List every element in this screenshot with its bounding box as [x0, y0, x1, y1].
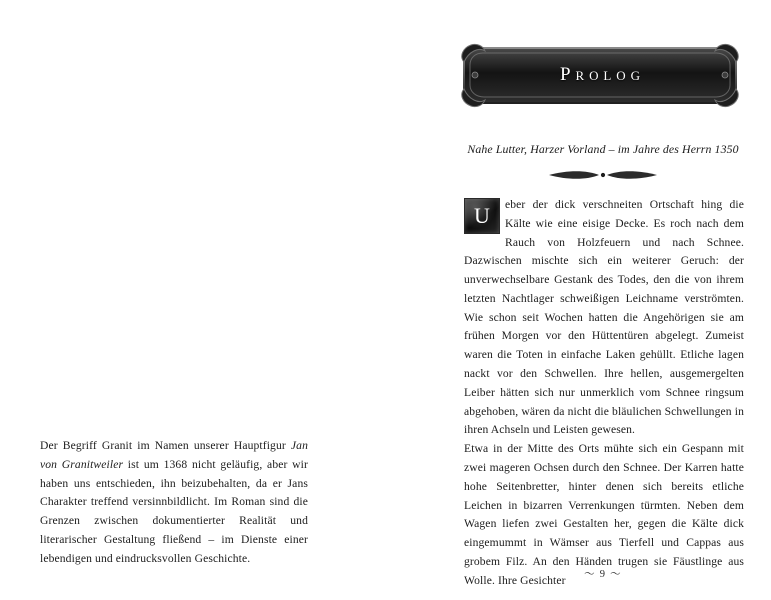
paragraph-1: eber der dick verschneiten Ortschaft hing die Kälte wie eine eisige Decke. Es roch nach dem Rauch von Holzfeuern und nach Schnee. Dazwischen mischte sich ein weiterer Geruch: der unverwechselbare Gestank des Todes, den die von ihrem letzten Nachtlager schweißigen Leichname verströmten. Wie schon seit Wochen hatten die Angehörigen sie am frühen Morgen vor den Hüttentüren abgelegt. Zumeist waren die Toten in einfache Laken gehüllt. Etliche lagen nackt vor den Schwellen. Ihre hellen, ausgemergelten Leiber hätten sich nur unmerklich vom Schnee ringsum abgehoben, wären da nicht die bläulichen Schwellungen in ihren Achseln und Leisten gewesen. [464, 198, 744, 437]
divider-ornament [464, 168, 742, 182]
chapter-title-plate [461, 42, 739, 108]
italic-character-name: Jan von Granitweiler [40, 439, 308, 471]
left-page-paragraph: Der Begriff Granit im Namen unserer Hauptfigur Jan von Granitweiler ist um 1368 nicht geläufig, aber wir haben uns entschieden, ihn beizubehalten, da er Jans Charakter treffend versinnbildlicht. Im Roman sind die Grenzen zwischen dokumentierter Realität und literarischer Gestaltung fließend – im Dienste einer lebendigen und eindrucksvollen Geschichte. [40, 439, 308, 565]
drop-cap: U [464, 198, 500, 234]
first-paragraph-block [464, 196, 744, 440]
paragraph-2: Etwa in der Mitte des Orts mühte sich ein Gespann mit zwei mageren Ochsen durch den Schnee. Der Karren hatte hohe Seitenbretter, hinter denen sich bereits etliche Leichen in bizarren Verrenkungen türmten. Neben dem Wagen liefen zwei Gestalten her, gegen die Kälte dick eingemummt in Wämser aus Tierfell und Cappas aus grobem Filz. An den Händen trugen sie Fäustlinge aus Wolle. Ihre Gesichter [464, 442, 744, 587]
right-page [446, 0, 771, 600]
chapter-body [464, 196, 744, 590]
flourish-icon [543, 169, 663, 181]
chapter-title: Prolog [559, 64, 645, 85]
chapter-dateline: Nahe Lutter, Harzer Vorland – im Jahre des Herrn 1350 [467, 142, 739, 156]
page-number: ～ 9 ～ [584, 569, 622, 580]
